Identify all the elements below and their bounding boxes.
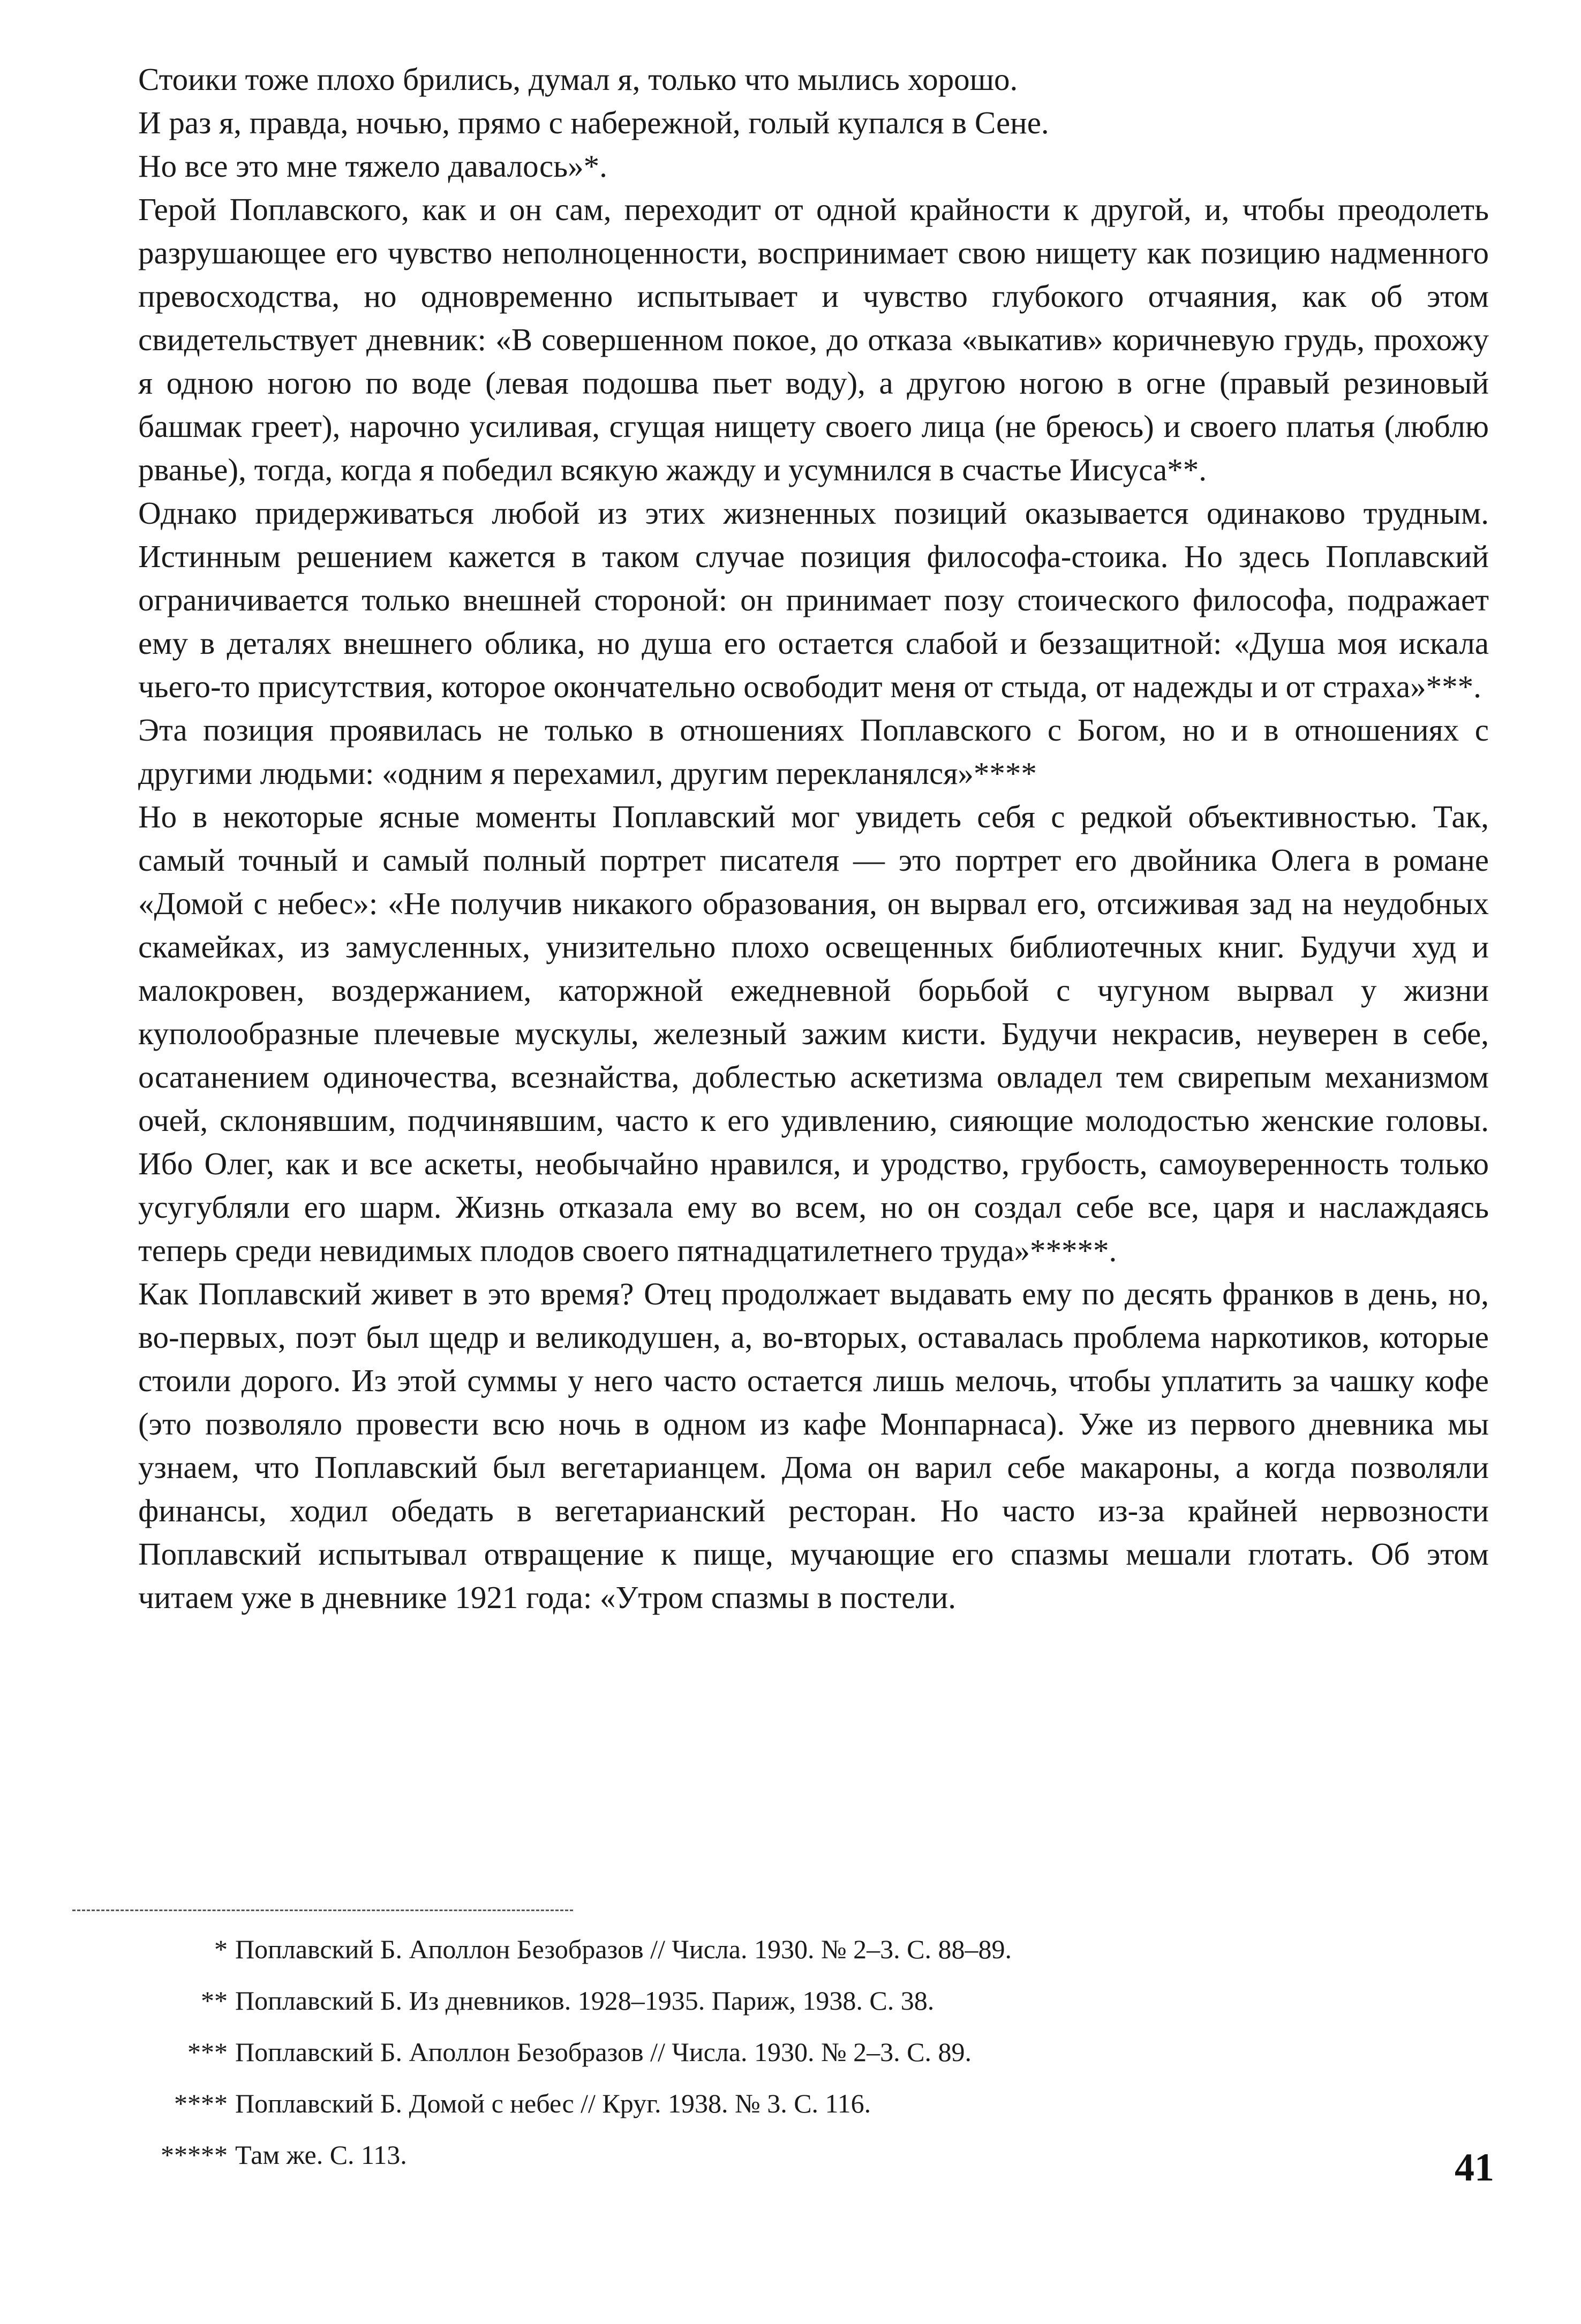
footnote-mark: *****	[161, 2140, 228, 2170]
page-number: 41	[1455, 2146, 1494, 2190]
footnote	[72, 1975, 1358, 2026]
paragraph: Но в некоторые ясные моменты Поплавский мог увидеть себя с редкой объективностью. Так, самый точный и самый полный портрет писателя — это портрет его двойника Олега в романе «Домой с небес»: «Не получив никакого образования, он вырвал его, отсиживая зад на неудобных скамейках, из замусленных, унизительно плохо освещенных библиотечных книг. Будучи худ и малокровен, воздержанием, каторжной ежедневной борьбой с чугуном вырвал у жизни куполообразные плечевые мускулы, железный зажим кисти. Будучи некрасив, неуверен в себе, осатанением одиночества, всезнайства, доблестью аскетизма овладел тем свирепым механизмом очей, склонявшим, подчинявшим, часто к его удивлению, сияющие молодостью женские головы. Ибо Олег, как и все аскеты, необычайно нравился, и уродство, грубость, самоуверенность только усугубляли его шарм. Жизнь отказала ему во всем, но он создал себе все, царя и наслаждаясь теперь среди невидимых плодов своего пятнадцатилетнего труда»*****.	[138, 799, 1489, 1268]
footnote-text: Поплавский Б. Из дневников. 1928–1935. Париж, 1938. С. 38.	[235, 1986, 935, 2016]
footnote-text: Поплавский Б. Домой с небес // Круг. 1938. № 3. С. 116.	[235, 2088, 871, 2118]
footnote	[72, 2129, 1358, 2180]
footnote-mark: ****	[174, 2088, 228, 2118]
verse-line: Стоики тоже плохо брились, думал я, только что мылись хорошо.	[138, 62, 1018, 97]
paragraph: Однако придерживаться любой из этих жизненных позиций оказывается одинаково трудным. Истинным решением кажется в таком случае позиция философа-стоика. Но здесь Поплавский ограничивается только внешней стороной: он принимает позу стоического философа, подражает ему в деталях внешнего облика, но душа его остается слабой и беззащитной: «Душа моя искала чьего-то присутствия, которое окончательно освободит меня от стыда, от надежды и от страха»***.	[138, 495, 1489, 704]
footnote-text: Поплавский Б. Аполлон Безобразов // Числа. 1930. № 2–3. С. 89.	[235, 2037, 972, 2067]
footnote-text: Поплавский Б. Аполлон Безобразов // Числа. 1930. № 2–3. С. 88–89.	[235, 1934, 1012, 1964]
verse-line: И раз я, правда, ночью, прямо с набережной, голый купался в Сене.	[138, 105, 1049, 140]
footnote-separator	[72, 1910, 573, 1911]
footnote-mark: ***	[187, 2037, 228, 2067]
footnote-mark: **	[201, 1986, 228, 2016]
footnote-text: Там же. С. 113.	[235, 2140, 407, 2170]
footnotes	[72, 1923, 1358, 2180]
footnote	[72, 2026, 1358, 2078]
paragraph: Герой Поплавского, как и он сам, переходит от одной крайности к другой, и, чтобы преодолеть разрушающее его чувство неполноценности, воспринимает свою нищету как позицию надменного превосходства, но одновременно испытывает и чувство глубокого отчаяния, как об этом свидетельствует дневник: «В совершенном покое, до отказа «выкатив» коричневую грудь, прохожу я одною ногою по воде (левая подошва пьет воду), а другою ногою в огне (правый резиновый башмак греет), нарочно усиливая, сгущая нищету своего лица (не бреюсь) и своего платья (люблю рванье), тогда, когда я победил всякую жажду и усумнился в счастье Иисуса**.	[138, 192, 1489, 487]
footnote	[72, 1923, 1358, 1975]
verse-line: Но все это мне тяжело давалось»*.	[138, 148, 607, 184]
footnote	[72, 2078, 1358, 2129]
footnote-mark: *	[214, 1934, 228, 1964]
main-text	[138, 58, 1489, 1619]
paragraph: Эта позиция проявилась не только в отношениях Поплавского с Богом, но и в отношениях с другими людьми: «одним я перехамил, другим перекланялся»****	[138, 712, 1489, 791]
paragraph: Как Поплавский живет в это время? Отец продолжает выдавать ему по десять франков в день, но, во-первых, поэт был щедр и великодушен, а, во-вторых, оставалась проблема наркотиков, которые стоили дорого. Из этой суммы у него часто остается лишь мелочь, чтобы уплатить за чашку кофе (это позволяло провести всю ночь в одном из кафе Монпарнаса). Уже из первого дневника мы узнаем, что Поплавский был вегетарианцем. Дома он варил себе макароны, а когда позволяли финансы, ходил обедать в вегетарианский ресторан. Но часто из-за крайней нервозности Поплавский испытывал отвращение к пище, мучающие его спазмы мешали глотать. Об этом читаем уже в дневнике 1921 года: «Утром спазмы в постели.	[138, 1276, 1489, 1615]
